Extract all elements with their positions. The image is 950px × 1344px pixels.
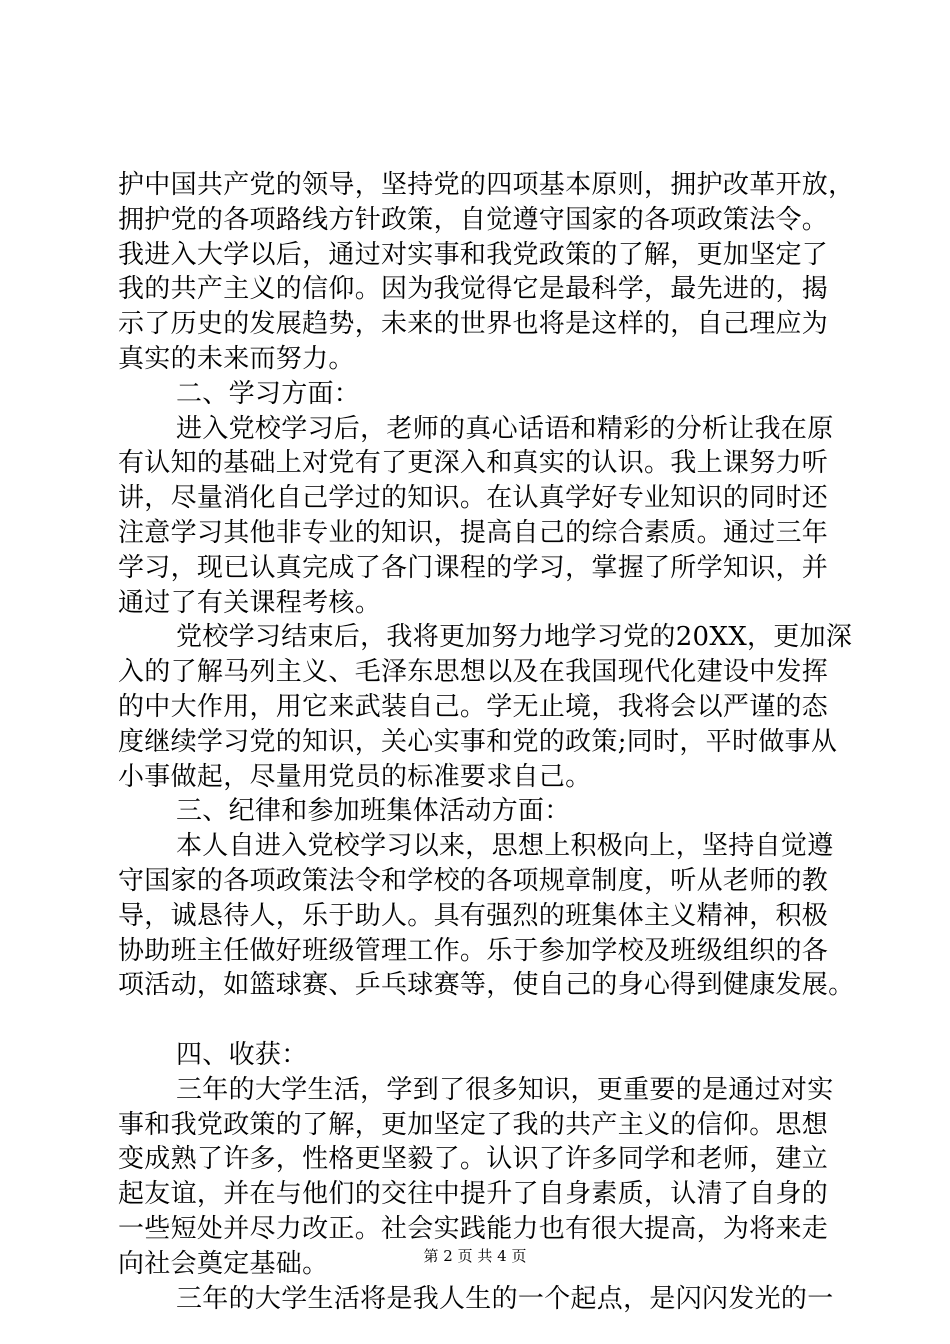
text-line: 我的共产主义的信仰。因为我觉得它是最科学，最先进的，揭 — [118, 274, 829, 305]
section-heading-gains: 四、收获： — [176, 1039, 308, 1070]
text-line: 向社会奠定基础。 — [118, 1248, 329, 1279]
text-line: 入的了解马列主义、毛泽东思想以及在我国现代化建设中发挥 — [118, 657, 829, 688]
text-line: 我进入大学以后，通过对实事和我党政策的了解，更加坚定了 — [118, 239, 829, 270]
text-line: 真实的未来而努力。 — [118, 343, 355, 374]
text-line: 三年的大学生活，学到了很多知识，更重要的是通过对实 — [176, 1074, 834, 1105]
text-line: 进入党校学习后，老师的真心话语和精彩的分析让我在原 — [176, 413, 834, 444]
text-line: 通过了有关课程考核。 — [118, 587, 382, 618]
text-line: 注意学习其他非专业的知识，提高自己的综合素质。通过三年 — [118, 517, 829, 548]
text-line: 护中国共产党的领导，坚持党的四项基本原则，拥护改革开放， — [118, 170, 855, 200]
section-heading-discipline: 三、纪律和参加班集体活动方面： — [176, 796, 571, 827]
text-line: 示了历史的发展趋势，未来的世界也将是这样的，自己理应为 — [118, 309, 829, 340]
text-line: 有认知的基础上对党有了更深入和真实的认识。我上课努力听 — [118, 448, 829, 479]
text-line: 一些短处并尽力改正。社会实践能力也有很大提高，为将来走 — [118, 1213, 829, 1244]
text-line: 党校学习结束后，我将更加努力地学习党的20XX，更加深 — [176, 622, 853, 653]
text-line: 变成熟了许多，性格更坚毅了。认识了许多同学和老师，建立 — [118, 1144, 829, 1175]
text-line: 小事做起，尽量用党员的标准要求自己。 — [118, 761, 592, 792]
text-line: 本人自进入党校学习以来，思想上积极向上，坚持自觉遵 — [176, 831, 834, 862]
text-line: 度继续学习党的知识，关心实事和党的政策;同时，平时做事从 — [118, 726, 838, 757]
document-body — [118, 168, 858, 1316]
blank-line — [118, 1003, 858, 1038]
text-line: 讲，尽量消化自己学过的知识。在认真学好专业知识的同时还 — [118, 483, 829, 514]
text-line: 的中大作用，用它来武装自己。学无止境，我将会以严谨的态 — [118, 691, 829, 722]
text-line: 项活动，如篮球赛、乒乓球赛等，使自己的身心得到健康发展。 — [118, 970, 855, 1001]
text-line: 事和我党政策的了解，更加坚定了我的共产主义的信仰。思想 — [118, 1109, 829, 1140]
text-line: 学习，现已认真完成了各门课程的学习，掌握了所学知识，并 — [118, 552, 829, 583]
text-line: 拥护党的各项路线方针政策，自觉遵守国家的各项政策法令。 — [118, 204, 829, 235]
text-line: 守国家的各项政策法令和学校的各项规章制度，听从老师的教 — [118, 865, 829, 896]
text-line: 三年的大学生活将是我人生的一个起点，是闪闪发光的一 — [176, 1283, 834, 1314]
text-line: 协助班主任做好班级管理工作。乐于参加学校及班级组织的各 — [118, 935, 829, 966]
text-line: 起友谊，并在与他们的交往中提升了自身素质，认清了自身的 — [118, 1179, 829, 1210]
text-line: 导，诚恳待人，乐于助人。具有强烈的班集体主义精神，积极 — [118, 900, 829, 931]
section-heading-study: 二、学习方面： — [176, 378, 361, 409]
page-number-footer: 第 2 页 共 4 页 — [423, 1247, 527, 1265]
